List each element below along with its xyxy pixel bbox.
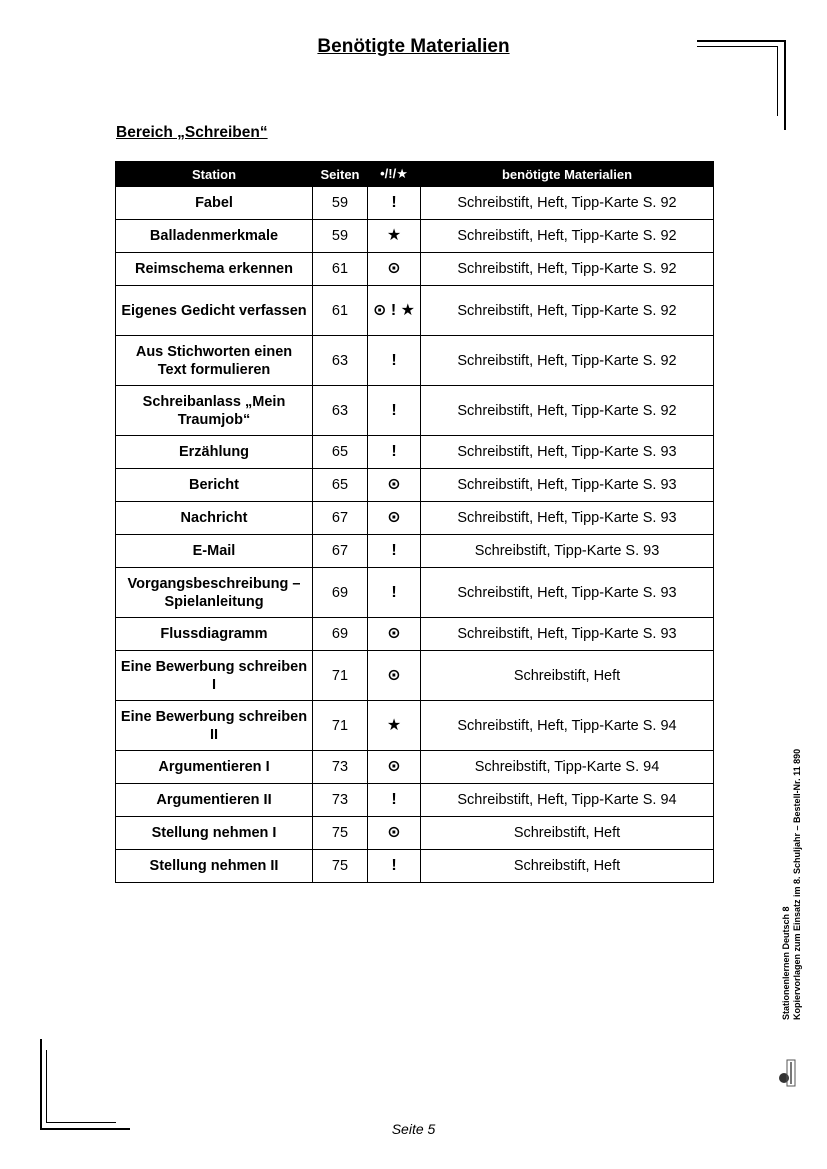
cell-materialien: Schreibstift, Heft, Tipp-Karte S. 92 — [421, 220, 714, 253]
table-row — [116, 336, 714, 386]
cell-materialien: Schreibstift, Tipp-Karte S. 94 — [421, 751, 714, 784]
cell-station: Nachricht — [116, 502, 313, 535]
side-text-line2: Kopiervorlagen zum Einsatz im 8. Schuljahr – Bestell-Nr. 11 890 — [792, 748, 802, 1020]
cell-station: Eigenes Gedicht verfassen — [116, 286, 313, 336]
cell-seiten: 67 — [313, 535, 368, 568]
table-row — [116, 651, 714, 701]
cell-symbol: ! — [368, 336, 421, 386]
table-row — [116, 751, 714, 784]
cell-materialien: Schreibstift, Heft, Tipp-Karte S. 93 — [421, 469, 714, 502]
side-publisher-text — [781, 749, 803, 1020]
cell-seiten: 67 — [313, 502, 368, 535]
section-title: Bereich „Schreiben“ — [116, 124, 268, 141]
cell-station: Stellung nehmen I — [116, 817, 313, 850]
cell-seiten: 61 — [313, 253, 368, 286]
cell-materialien: Schreibstift, Tipp-Karte S. 93 — [421, 535, 714, 568]
cell-symbol: ⊙ — [368, 618, 421, 651]
cell-station: Flussdiagramm — [116, 618, 313, 651]
cell-materialien: Schreibstift, Heft, Tipp-Karte S. 92 — [421, 187, 714, 220]
cell-symbol: ! — [368, 568, 421, 618]
table-row — [116, 386, 714, 436]
cell-materialien: Schreibstift, Heft, Tipp-Karte S. 92 — [421, 253, 714, 286]
table-row — [116, 436, 714, 469]
cell-symbol: ! — [368, 386, 421, 436]
cell-seiten: 71 — [313, 651, 368, 701]
cell-symbol: ! — [368, 850, 421, 883]
cell-materialien: Schreibstift, Heft, Tipp-Karte S. 93 — [421, 502, 714, 535]
cell-seiten: 71 — [313, 701, 368, 751]
table-header-row — [116, 162, 714, 187]
cell-seiten: 63 — [313, 336, 368, 386]
table-row — [116, 220, 714, 253]
cell-symbol: ! — [368, 535, 421, 568]
cell-station: Reimschema erkennen — [116, 253, 313, 286]
cell-symbol: ⊙ — [368, 469, 421, 502]
cell-station: Schreibanlass „Mein Traumjob“ — [116, 386, 313, 436]
table-row — [116, 618, 714, 651]
side-text-line1: Stationenlernen Deutsch 8 — [781, 906, 791, 1020]
cell-symbol: ! — [368, 436, 421, 469]
cell-station: Argumentieren I — [116, 751, 313, 784]
cell-seiten: 63 — [313, 386, 368, 436]
cell-station: Fabel — [116, 187, 313, 220]
table-row — [116, 502, 714, 535]
table-row — [116, 701, 714, 751]
cell-materialien: Schreibstift, Heft, Tipp-Karte S. 93 — [421, 568, 714, 618]
publisher-logo-icon — [775, 1030, 799, 1090]
materials-table — [115, 161, 714, 883]
cell-seiten: 73 — [313, 784, 368, 817]
cell-symbol: ⊙ — [368, 751, 421, 784]
header-seiten: Seiten — [313, 162, 368, 187]
table-row — [116, 850, 714, 883]
page-number: Seite 5 — [391, 1121, 436, 1137]
header-station: Station — [116, 162, 313, 187]
cell-symbol: ★ — [368, 220, 421, 253]
cell-symbol: ⊙ ! ★ — [368, 286, 421, 336]
cell-seiten: 69 — [313, 618, 368, 651]
cell-seiten: 59 — [313, 187, 368, 220]
cell-materialien: Schreibstift, Heft, Tipp-Karte S. 92 — [421, 286, 714, 336]
cell-seiten: 65 — [313, 469, 368, 502]
cell-station: Erzählung — [116, 436, 313, 469]
page-title: Benötigte Materialien — [317, 36, 510, 57]
cell-station: Balladenmerkmale — [116, 220, 313, 253]
table-row — [116, 286, 714, 336]
cell-symbol: ! — [368, 784, 421, 817]
cell-materialien: Schreibstift, Heft — [421, 817, 714, 850]
cell-station: Stellung nehmen II — [116, 850, 313, 883]
cell-station: Eine Bewerbung schreiben II — [116, 701, 313, 751]
table-row — [116, 568, 714, 618]
cell-materialien: Schreibstift, Heft, Tipp-Karte S. 94 — [421, 784, 714, 817]
cell-seiten: 61 — [313, 286, 368, 336]
cell-station: E-Mail — [116, 535, 313, 568]
cell-symbol: ⊙ — [368, 253, 421, 286]
cell-materialien: Schreibstift, Heft, Tipp-Karte S. 92 — [421, 386, 714, 436]
table-row — [116, 817, 714, 850]
cell-materialien: Schreibstift, Heft — [421, 651, 714, 701]
table-row — [116, 784, 714, 817]
cell-seiten: 73 — [313, 751, 368, 784]
header-materialien: benötigte Materialien — [421, 162, 714, 187]
cell-station: Bericht — [116, 469, 313, 502]
table-row — [116, 253, 714, 286]
cell-seiten: 75 — [313, 850, 368, 883]
cell-seiten: 59 — [313, 220, 368, 253]
cell-materialien: Schreibstift, Heft, Tipp-Karte S. 94 — [421, 701, 714, 751]
table-row — [116, 187, 714, 220]
cell-station: Aus Stichworten einen Text formulieren — [116, 336, 313, 386]
cell-station: Vorgangsbeschreibung – Spielanleitung — [116, 568, 313, 618]
table-row — [116, 535, 714, 568]
cell-seiten: 65 — [313, 436, 368, 469]
cell-symbol: ⊙ — [368, 651, 421, 701]
cell-symbol: ★ — [368, 701, 421, 751]
cell-seiten: 75 — [313, 817, 368, 850]
cell-symbol: ⊙ — [368, 502, 421, 535]
cell-station: Eine Bewerbung schreiben I — [116, 651, 313, 701]
header-symbol: •/!/★ — [368, 162, 421, 187]
table-row — [116, 469, 714, 502]
cell-materialien: Schreibstift, Heft, Tipp-Karte S. 93 — [421, 436, 714, 469]
cell-station: Argumentieren II — [116, 784, 313, 817]
cell-seiten: 69 — [313, 568, 368, 618]
cell-symbol: ⊙ — [368, 817, 421, 850]
cell-materialien: Schreibstift, Heft — [421, 850, 714, 883]
cell-materialien: Schreibstift, Heft, Tipp-Karte S. 93 — [421, 618, 714, 651]
cell-symbol: ! — [368, 187, 421, 220]
cell-materialien: Schreibstift, Heft, Tipp-Karte S. 92 — [421, 336, 714, 386]
